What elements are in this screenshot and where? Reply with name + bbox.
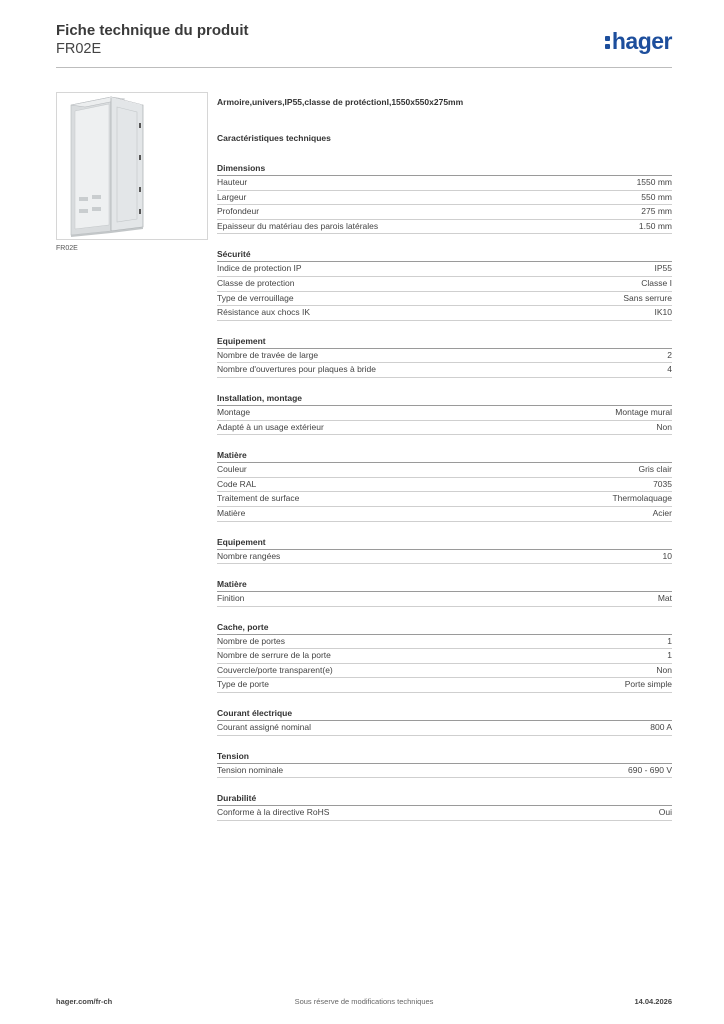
- spec-value: 550 mm: [641, 191, 672, 202]
- tech-specs-heading: Caractéristiques techniques: [217, 133, 331, 143]
- logo-text: hager: [611, 28, 672, 54]
- product-reference: FR02E: [56, 41, 102, 57]
- spec-label: Code RAL: [217, 478, 257, 489]
- section-title: Sécurité: [217, 248, 672, 262]
- spec-value: 1: [667, 635, 672, 646]
- spec-value: Oui: [658, 807, 672, 818]
- spec-value: Acier: [652, 507, 672, 518]
- spec-row: [217, 406, 672, 421]
- spec-label: Couleur: [217, 464, 247, 475]
- spec-label: Nombre de travée de large: [217, 349, 319, 360]
- spec-label: Largeur: [217, 191, 247, 202]
- spec-value: Gris clair: [638, 464, 672, 475]
- spec-row: [217, 205, 672, 220]
- section-title: Cache, porte: [217, 621, 672, 635]
- spec-label: Nombre d'ouvertures pour plaques à bride: [217, 364, 376, 375]
- spec-label: Couvercle/porte transparent(e): [217, 664, 333, 675]
- header-divider: [56, 67, 672, 68]
- spec-row: [217, 721, 672, 736]
- spec-value: IK10: [654, 307, 672, 318]
- spec-row: [217, 649, 672, 664]
- spec-row: [217, 220, 672, 235]
- logo-dots-icon: [605, 34, 611, 50]
- product-image: [56, 92, 208, 240]
- spec-section: [217, 621, 672, 693]
- spec-label: Finition: [217, 593, 245, 604]
- spec-value: Sans serrure: [623, 292, 672, 303]
- spec-label: Nombre rangées: [217, 550, 281, 561]
- spec-value: Porte simple: [624, 679, 672, 690]
- spec-label: Matière: [217, 507, 246, 518]
- spec-label: Profondeur: [217, 206, 260, 217]
- spec-sections: [217, 162, 672, 821]
- spec-label: Type de verrouillage: [217, 292, 294, 303]
- spec-label: Montage: [217, 406, 251, 417]
- spec-section: [217, 392, 672, 435]
- spec-content: [217, 96, 672, 821]
- spec-value: Non: [656, 664, 672, 675]
- spec-label: Tension nominale: [217, 764, 284, 775]
- spec-section: [217, 750, 672, 779]
- spec-row: [217, 764, 672, 779]
- spec-value: 690 - 690 V: [628, 764, 672, 775]
- page-footer: [56, 997, 672, 1011]
- spec-label: Type de porte: [217, 679, 269, 690]
- spec-row: [217, 349, 672, 364]
- spec-row: [217, 421, 672, 436]
- hager-logo[interactable]: [605, 28, 672, 54]
- spec-value: 2: [667, 349, 672, 360]
- section-title: Equipement: [217, 335, 672, 349]
- spec-row: [217, 191, 672, 206]
- spec-row: [217, 507, 672, 522]
- spec-row: [217, 463, 672, 478]
- spec-value: 800 A: [650, 722, 672, 733]
- spec-section: [217, 707, 672, 736]
- spec-value: 1: [667, 650, 672, 661]
- spec-label: Nombre de serrure de la porte: [217, 650, 331, 661]
- footer-notice: Sous réserve de modifications techniques: [294, 997, 434, 1006]
- spec-row: [217, 492, 672, 507]
- spec-label: Traitement de surface: [217, 493, 300, 504]
- spec-value: Mat: [657, 593, 672, 604]
- spec-value: 4: [667, 364, 672, 375]
- section-title: Durabilité: [217, 792, 672, 806]
- spec-value: 275 mm: [641, 206, 672, 217]
- spec-row: [217, 550, 672, 565]
- spec-section: [217, 578, 672, 607]
- section-title: Courant électrique: [217, 707, 672, 721]
- section-title: Installation, montage: [217, 392, 672, 406]
- document-title: Fiche technique du produit: [56, 22, 249, 39]
- spec-label: Adapté à un usage extérieur: [217, 421, 324, 432]
- spec-value: Thermolaquage: [612, 493, 672, 504]
- spec-label: Classe de protection: [217, 277, 295, 288]
- section-title: Matière: [217, 578, 672, 592]
- spec-label: Nombre de portes: [217, 635, 286, 646]
- spec-row: [217, 306, 672, 321]
- spec-row: [217, 592, 672, 607]
- section-title: Matière: [217, 449, 672, 463]
- spec-row: [217, 806, 672, 821]
- spec-value: 1550 mm: [636, 177, 672, 187]
- spec-section: [217, 335, 672, 378]
- product-description: Armoire,univers,IP55,classe de protéctionI,1550x550x275mm: [217, 97, 464, 107]
- spec-value: 10: [662, 550, 672, 561]
- spec-row: [217, 363, 672, 378]
- spec-row: [217, 176, 672, 191]
- cabinet-icon: [57, 93, 207, 239]
- spec-row: [217, 478, 672, 493]
- spec-value: Classe I: [641, 277, 672, 288]
- spec-value: 7035: [653, 478, 672, 489]
- spec-label: Courant assigné nominal: [217, 722, 312, 733]
- section-title: Dimensions: [217, 162, 672, 176]
- spec-value: Montage mural: [615, 406, 672, 417]
- spec-section: [217, 449, 672, 521]
- spec-section: [217, 248, 672, 320]
- spec-row: [217, 635, 672, 650]
- spec-row: [217, 277, 672, 292]
- spec-value: IP55: [654, 263, 672, 274]
- spec-section: [217, 162, 672, 234]
- spec-value: Non: [656, 421, 672, 432]
- image-caption: FR02E: [56, 245, 78, 252]
- footer-date: 14.04.2026: [634, 997, 672, 1006]
- spec-section: [217, 792, 672, 821]
- section-title: Tension: [217, 750, 672, 764]
- section-title: Equipement: [217, 536, 672, 550]
- spec-label: Conforme à la directive RoHS: [217, 807, 330, 818]
- spec-value: 1.50 mm: [638, 220, 672, 231]
- footer-website-link[interactable]: hager.com/fr-ch: [56, 997, 113, 1006]
- spec-label: Epaisseur du matériau des parois latérales: [217, 220, 379, 231]
- spec-row: [217, 292, 672, 307]
- page-header: [56, 22, 672, 70]
- spec-section: [217, 536, 672, 565]
- spec-label: Indice de protection IP: [217, 263, 302, 274]
- spec-row: [217, 262, 672, 277]
- spec-label: Hauteur: [217, 177, 248, 187]
- spec-row: [217, 664, 672, 679]
- spec-row: [217, 678, 672, 693]
- spec-label: Résistance aux chocs IK: [217, 307, 311, 318]
